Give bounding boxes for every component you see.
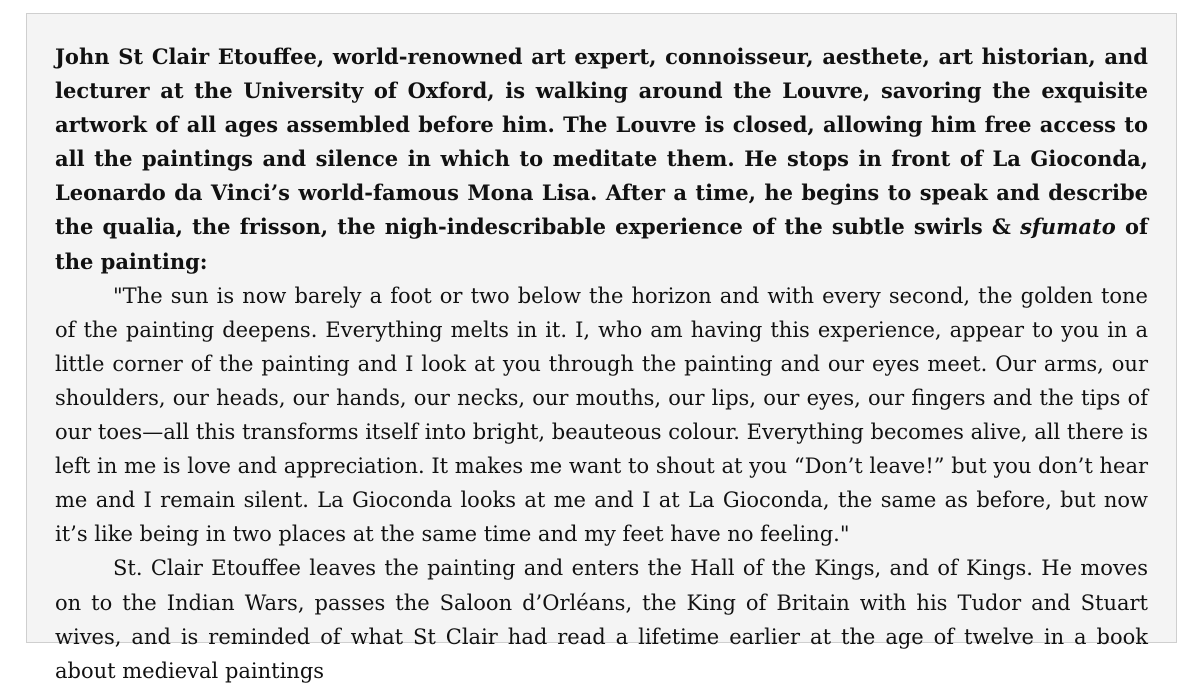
prompt-text-start: John St Clair Etouffee, world-renowned art expert, connoisseur, aesthete, art historian, and lecturer at the University of Oxford, is walking around the Louvre, savoring the exquisite artwork of all ages assembled before him. The Louvre is closed, allowing him free access to all the paintings and silence in which to meditate them. He stops in front of La Gioconda, Leonardo da Vinci’s world-famous Mona Lisa. After a time, he begins to speak and describe the qualia, the frisson, the nigh-indescribable experience of the subtle swirls & [55, 44, 1148, 240]
text-excerpt-box [26, 13, 1177, 683]
prompt-emphasis: sfumato [1020, 214, 1116, 240]
prompt-text-end: of the painting: [55, 214, 1148, 274]
quote-paragraph: "The sun is now barely a foot or two below the horizon and with every second, the golden tone of the painting deepens. Everything melts in it. I, who am having this experience, appear to you in a little corner of the painting and I look at you through the painting and our eyes meet. Our arms, our shoulders, our heads, our hands, our necks, our mouths, our lips, our eyes, our fingers and the tips of our toes—all this transforms itself into bright, beauteous colour. Everything becomes alive, all there is left in me is love and appreciation. It makes me want to shout at you “Don’t leave!” but you don’t hear me and I remain silent. La Gioconda looks at me and I at La Gioconda, the same as before, but now it’s like being in two places at the same time and my feet have no feeling." [55, 283, 1148, 547]
continuation-paragraph: St. Clair Etouffee leaves the painting and enters the Hall of the Kings, and of Kings. He moves on to the Indian Wars, passes the Saloon d’Orléans, the King of Britain with his Tudor and Stuart wives, and is reminded of what St Clair had read a lifetime earlier at the age of twelve in a book about medieval paintings [55, 556, 1148, 683]
prompt-paragraph [55, 40, 1148, 279]
